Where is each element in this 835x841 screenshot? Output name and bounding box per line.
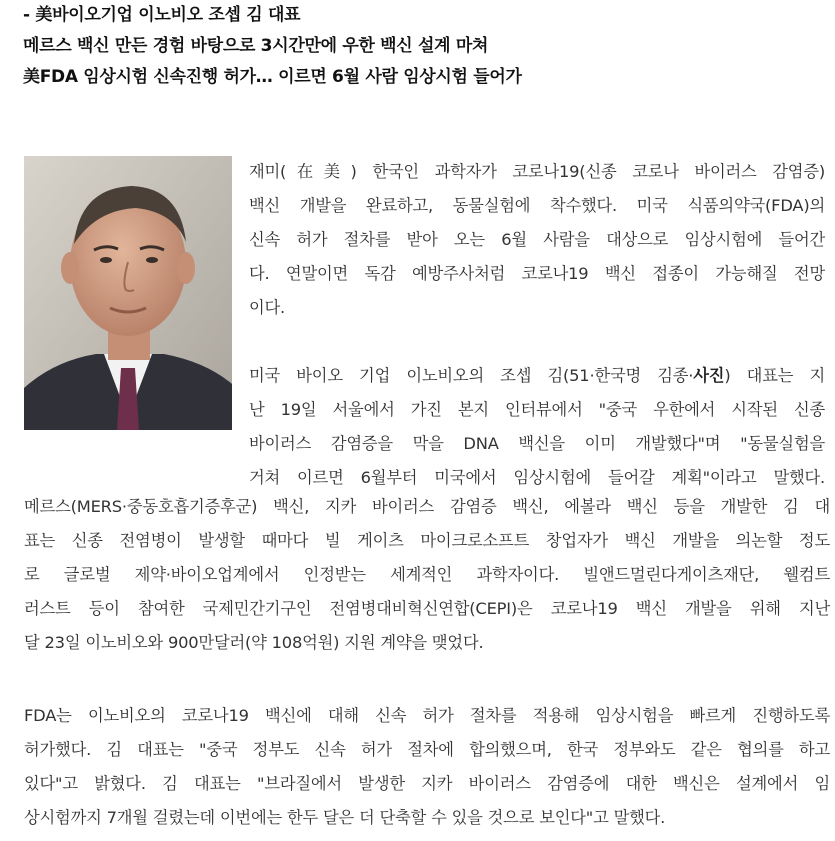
paragraph-3-line: 러스트 등이 참여한 국제민간기구인 전염병대비혁신연합(CEPI)은 코로나19 백신 개발을 위해 지난	[24, 599, 830, 618]
paragraph-3-line: 표는 신종 전염병이 발생할 때마다 빌 게이츠 마이크로소프트 창업자가 백신 개발을 의논할 정도	[24, 531, 830, 550]
paragraph-1	[249, 155, 825, 325]
paragraph-4	[24, 699, 830, 835]
headline-block	[23, 0, 823, 93]
paragraph-1-line: 신속 허가 절차를 받아 오는 6월 사람을 대상으로 임상시험에 들어간	[249, 230, 825, 249]
paragraph-1-line: 재미(在美) 한국인 과학자가 코로나19(신종 코로나 바이러스 감염증)	[249, 162, 825, 181]
paragraph-2	[249, 359, 825, 495]
paragraph-2-line: 거쳐 이르면 6월부터 미국에서 임상시험에 들어갈 계획"이라고 말했다.	[249, 468, 825, 487]
photo-caption-label: 사진	[693, 366, 725, 385]
sub-headline-1: - 美바이오기업 이노비오 조셉 김 대표	[23, 5, 301, 25]
sub-headline-3: 美FDA 임상시험 신속진행 허가… 이르면 6월 사람 임상시험 들어가	[23, 67, 522, 87]
paragraph-4-line: 있다"고 밝혔다. 김 대표는 "브라질에서 발생한 지카 바이러스 감염증에 대한 백신은 설계에서 임	[24, 774, 830, 793]
paragraph-2-text: ) 대표는 지	[724, 366, 825, 385]
paragraph-2-text: 미국 바이오 기업 이노비오의 조셉 김(51·한국명 김종·	[249, 366, 694, 385]
paragraph-3-line: 메르스(MERS·중동호흡기증후군) 백신, 지카 바이러스 감염증 백신, 에볼라 백신 등을 개발한 김 대	[24, 497, 830, 516]
paragraph-2-line	[249, 359, 825, 393]
portrait-photo	[24, 156, 232, 430]
paragraph-3	[24, 490, 830, 660]
paragraph-1-line: 이다.	[249, 298, 286, 317]
paragraph-4-line: 상시험까지 7개월 걸렸는데 이번에는 한두 달은 더 단축할 수 있을 것으로 보인다"고 말했다.	[24, 808, 666, 827]
paragraph-2-line: 난 19일 서울에서 가진 본지 인터뷰에서 "중국 우한에서 시작된 신종	[249, 400, 825, 419]
paragraph-1-line: 다. 연말이면 독감 예방주사처럼 코로나19 백신 접종이 가능해질 전망	[249, 264, 825, 283]
paragraph-2-line: 바이러스 감염증을 막을 DNA 백신을 이미 개발했다"며 "동물실험을	[249, 434, 825, 453]
paragraph-4-line: FDA는 이노비오의 코로나19 백신에 대해 신속 허가 절차를 적용해 임상시험을 빠르게 진행하도록	[24, 706, 830, 725]
paragraph-3-line: 로 글로벌 제약·바이오업계에서 인정받는 세계적인 과학자이다. 빌앤드멀린다게이츠재단, 웰컴트	[24, 565, 830, 584]
paragraph-1-line: 백신 개발을 완료하고, 동물실험에 착수했다. 미국 식품의약국(FDA)의	[249, 196, 825, 215]
sub-headline-2: 메르스 백신 만든 경험 바탕으로 3시간만에 우한 백신 설계 마쳐	[23, 36, 489, 56]
portrait-photo-icon	[24, 156, 232, 430]
paragraph-3-line: 달 23일 이노비오와 900만달러(약 108억원) 지원 계약을 맺었다.	[24, 633, 484, 652]
paragraph-4-line: 허가했다. 김 대표는 "중국 정부도 신속 허가 절차에 합의했으며, 한국 정부와도 같은 협의를 하고	[24, 740, 830, 759]
